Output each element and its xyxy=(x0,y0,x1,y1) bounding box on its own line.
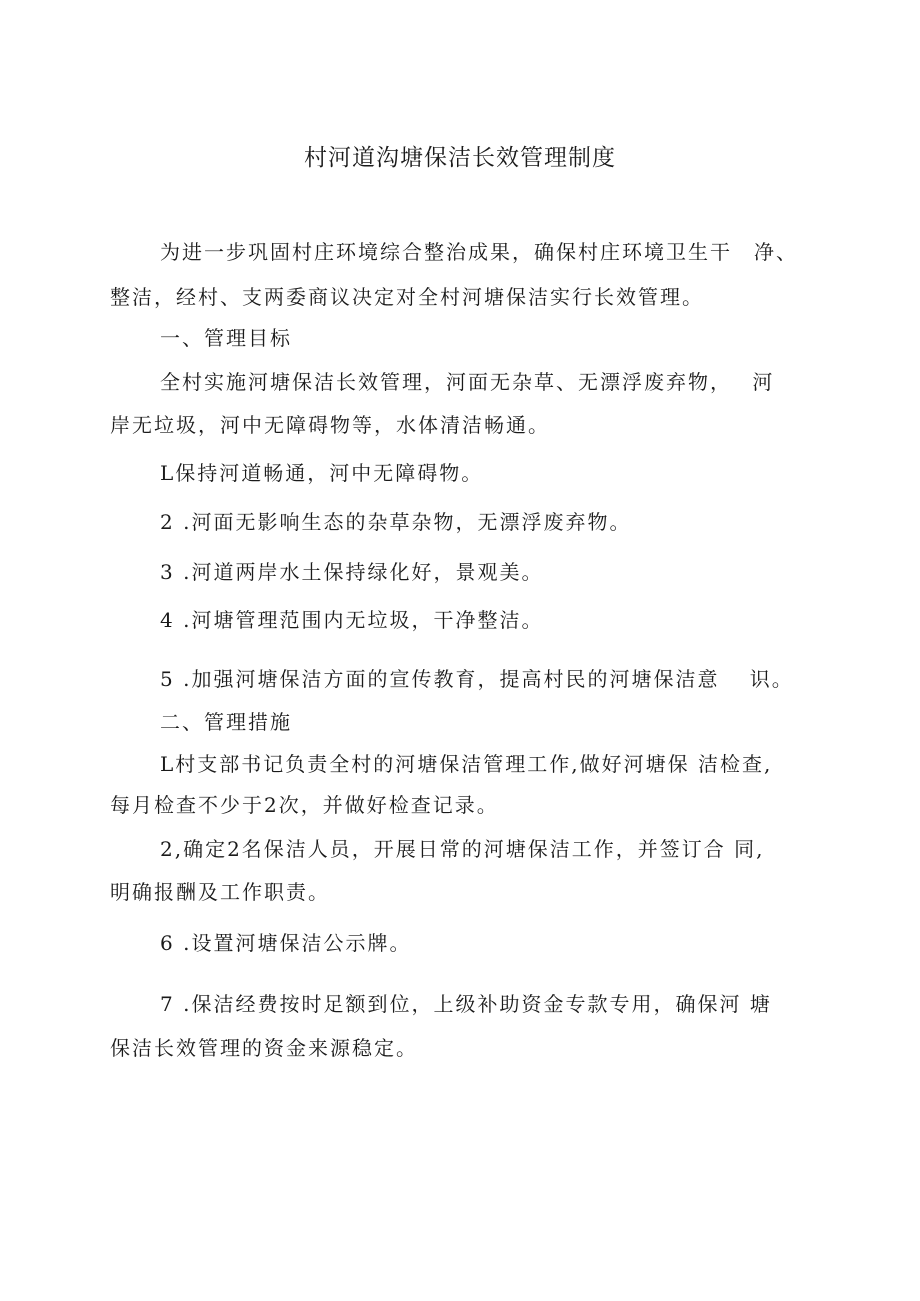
intro-line-2: 整洁，经村、支两委商议决定对全村河塘保洁实行长效管理。 xyxy=(110,285,704,309)
goal-item-1: L保持河道畅通，河中无障碍物。 xyxy=(160,461,484,485)
section2-heading: 二、管理措施 xyxy=(160,710,292,734)
measure-item-3: 6 .设置河塘保洁公示牌。 xyxy=(160,931,412,955)
goal-item-2: 2 .河面无影响生态的杂草杂物，无漂浮废弃物。 xyxy=(160,510,632,534)
measure-item-2-line-1: 2,确定2名保洁人员，开展日常的河塘保洁工作，并签订合 同, xyxy=(160,837,765,861)
measure-item-4-line-1: 7 .保洁经费按时足额到位，上级补助资金专款专用，确保河 塘 xyxy=(160,992,772,1016)
measure-item-1-line-2: 每月检查不少于2次，并做好检查记录。 xyxy=(110,793,499,817)
section1-para-line-1: 全村实施河塘保洁长效管理，河面无杂草、无漂浮废弃物， 河 xyxy=(160,370,775,394)
measure-item-4-line-2: 保洁长效管理的资金来源稳定。 xyxy=(110,1036,418,1060)
goal-item-3: 3 .河道两岸水土保持绿化好，景观美。 xyxy=(160,560,544,584)
document-title: 村河道沟塘保洁长效管理制度 xyxy=(304,145,616,171)
measure-item-1-line-1: L村支部书记负责全村的河塘保洁管理工作,做好河塘保 洁检查, xyxy=(160,752,773,776)
intro-line-1: 为进一步巩固村庄环境综合整治成果，确保村庄环境卫生干 净、 xyxy=(160,240,798,264)
goal-item-5: 5 .加强河塘保洁方面的宣传教育，提高村民的河塘保洁意 识。 xyxy=(160,667,794,691)
goal-item-4: 4 .河塘管理范围内无垃圾，干净整洁。 xyxy=(160,608,544,632)
section1-heading: 一、管理目标 xyxy=(160,326,292,350)
measure-item-2-line-2: 明确报酬及工作职责。 xyxy=(110,880,330,904)
section1-para-line-2: 岸无垃圾，河中无障碍物等，水体清洁畅通。 xyxy=(110,413,550,437)
